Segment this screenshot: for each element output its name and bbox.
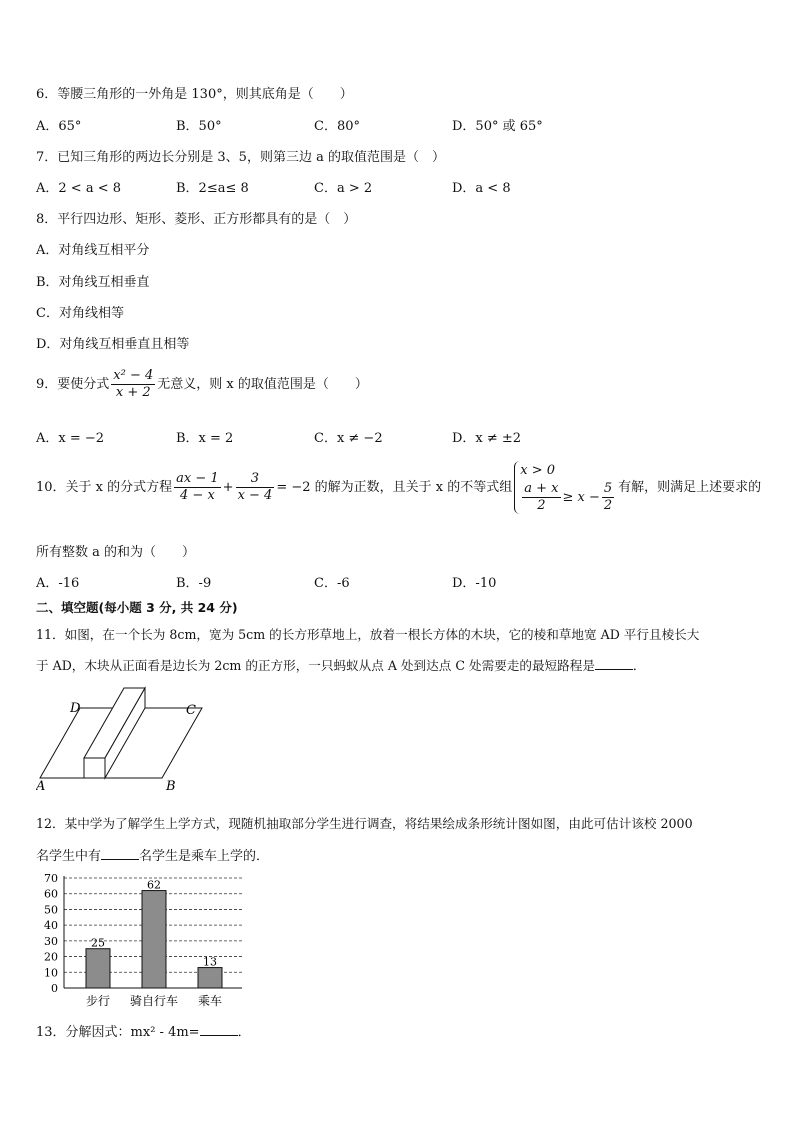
q10-sys2-rnum: 5	[603, 481, 613, 496]
q10-mid: = −2 的解为正数，且关于 x 的不等式组	[276, 480, 513, 495]
q9-option-d: D．x ≠ ±2	[452, 431, 522, 446]
q11-label-b: B	[166, 779, 176, 794]
q10-sys2-den: 2	[537, 498, 546, 513]
q10-sys-line-2	[520, 481, 616, 514]
section-title: 二、填空题(每小题 3 分, 共 24 分)	[36, 600, 238, 615]
q11-figure	[36, 684, 216, 794]
q9-frac-den: x + 2	[115, 385, 151, 400]
q9-prefix: 9．要使分式	[36, 377, 110, 392]
q10-sys-frac-left	[522, 481, 560, 514]
q12-line-2	[36, 845, 269, 864]
data-label: 25	[91, 936, 105, 950]
q10-option-a: A．-16	[36, 576, 80, 591]
q7-stem: 7．已知三角形的两边长分别是 3、5，则第三边 a 的取值范围是（ ）	[36, 150, 445, 165]
q10-line-2: 所有整数 a 的和为（ ）	[36, 545, 196, 560]
q8-option-b: B．对角线互相垂直	[36, 275, 150, 290]
y-tick-label: 20	[44, 950, 58, 964]
q13-answer-blank[interactable]	[200, 1023, 238, 1036]
y-tick-label: 10	[44, 966, 58, 980]
q11-line-1: 11．如图，在一个长为 8cm，宽为 5cm 的长方形草地上，放着一根长方体的木块，它的棱和草地宽 AD 平行且棱长大	[36, 627, 700, 642]
q9-frac-num: x² − 4	[113, 368, 154, 383]
q10-option-c: C．-6	[314, 576, 350, 591]
q13-stem	[36, 1021, 251, 1040]
q8-option-d: D．对角线互相垂直且相等	[36, 337, 190, 352]
y-tick-label: 60	[44, 887, 58, 901]
q11-label-c: C	[186, 703, 196, 718]
q10-plus: +	[222, 480, 234, 495]
q7-option-b: B．2≤a≤ 8	[176, 181, 249, 196]
q8-option-c: C．对角线相等	[36, 306, 124, 321]
q10-prefix: 10．关于 x 的分式方程	[36, 480, 173, 495]
q7-option-c: C．a > 2	[314, 181, 373, 196]
q11-line-2-text: 于 AD，木块从正面看是边长为 2cm 的正方形，一只蚂蚁从点 A 处到达点 C 处需要走的最短路程是	[36, 658, 595, 673]
q9-option-a: A．x = −2	[36, 431, 105, 446]
q11-line-2-end: ．	[632, 658, 646, 673]
q9-suffix: 无意义，则 x 的取值范围是（ ）	[157, 377, 368, 392]
q10-f2-num: 3	[236, 471, 275, 488]
q10-option-b: B．-9	[176, 576, 212, 591]
q13-text: 13．分解因式：mx² - 4m=	[36, 1025, 200, 1040]
y-tick-label: 40	[44, 919, 58, 933]
q8-option-a: A．对角线互相平分	[36, 243, 150, 258]
q6-option-a: A．65°	[36, 119, 82, 134]
q11-answer-blank[interactable]	[595, 657, 633, 670]
q10-end: 有解，则满足上述要求的	[618, 480, 762, 495]
q10-fraction-1	[174, 471, 221, 504]
q11-label-a: A	[36, 779, 46, 794]
q8-stem: 8．平行四边形、矩形、菱形、正方形都具有的是（ ）	[36, 212, 357, 227]
category-label: 骑自行车	[129, 994, 179, 1008]
q10-sys2-mid: ≥ x −	[562, 490, 600, 505]
q10-option-d: D．-10	[452, 576, 497, 591]
q12-line-2-b: 名学生是乘车上学的．	[139, 849, 270, 864]
q11-block-front	[84, 758, 105, 778]
q10-f1-den: 4 − x	[180, 488, 215, 503]
q6-stem: 6．等腰三角形的一外角是 130°，则其底角是（ ）	[36, 87, 353, 102]
q10-sys-frac-right	[602, 481, 614, 514]
q6-option-b: B．50°	[176, 119, 222, 134]
q13-end: ．	[237, 1025, 251, 1040]
bar	[142, 891, 166, 988]
y-tick-label: 0	[51, 982, 58, 995]
q6-option-d: D．50° 或 65°	[452, 119, 543, 134]
q9-stem	[36, 368, 368, 401]
q12-line-2-a: 名学生中有	[36, 849, 102, 864]
q11-label-d: D	[70, 701, 81, 716]
q9-option-c: C．x ≠ −2	[314, 431, 383, 446]
category-label: 步行	[85, 994, 111, 1008]
data-label: 62	[147, 878, 161, 892]
bar	[86, 949, 110, 988]
q12-line-1: 12．某中学为了解学生上学方式，现随机抽取部分学生进行调查，将结果绘成条形统计图如图，由此可估计该校 2000	[36, 816, 693, 831]
bar	[198, 968, 222, 988]
q12-bar-chart	[36, 870, 256, 1012]
q11-line-2	[36, 655, 646, 674]
q12-answer-blank[interactable]	[101, 847, 139, 860]
q6-option-c: C．80°	[314, 119, 360, 134]
q9-fraction	[111, 368, 155, 401]
q10-sys2-rden: 2	[603, 498, 613, 513]
q7-option-a: A．2 < a < 8	[36, 181, 121, 196]
y-tick-label: 70	[44, 872, 58, 885]
y-tick-label: 50	[44, 903, 58, 917]
q10-sys-line-1: x > 0	[520, 463, 556, 478]
q10-f1-num: ax − 1	[176, 471, 219, 486]
q10-stem	[36, 461, 761, 514]
category-label: 乘车	[197, 994, 223, 1008]
q9-option-b: B．x = 2	[176, 431, 234, 446]
y-tick-label: 30	[44, 934, 58, 948]
q10-f2-den: x − 4	[237, 488, 273, 503]
q10-inequality-system	[514, 461, 616, 514]
q10-sys2-num: a + x	[524, 481, 559, 496]
q7-option-d: D．a < 8	[452, 181, 511, 196]
q10-fraction-2	[236, 471, 275, 504]
data-label: 13	[203, 955, 217, 969]
